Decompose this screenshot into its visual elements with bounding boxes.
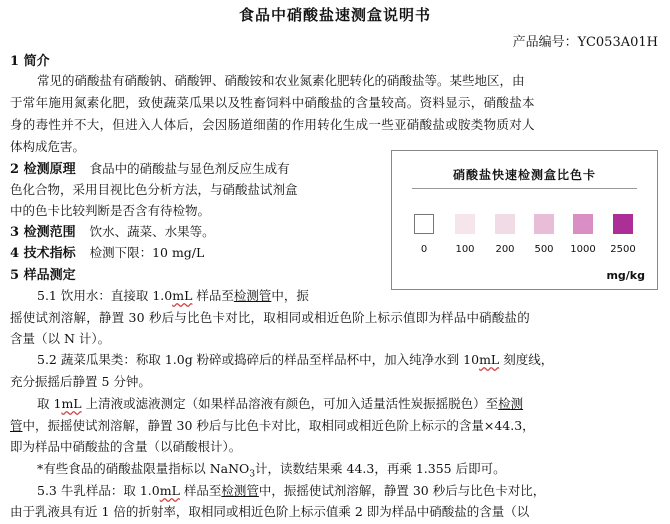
- swatch-1000: [573, 214, 593, 234]
- section-1-line-3: 身的毒性并不大，但进入人体后，会因肠道细菌的作用转化生成一些亚硝酸盐或胺类物质对人: [10, 117, 535, 132]
- section-5-3-line-2: 由于乳液具有近 1 倍的折射率，取相同或相近色阶上标示值乘 2 即为样品中硝酸盐的含量（以: [10, 504, 530, 519]
- section-5-2-text-b: 刻度线，: [499, 352, 554, 367]
- swatch-label-0: 0: [420, 244, 428, 255]
- color-chart-unit: mg/kg: [606, 269, 645, 282]
- swatch-label-2500: 2500: [610, 244, 636, 255]
- section-5-1-tube: 检测管: [233, 288, 272, 303]
- section-5-2b-tube-2: 管: [10, 418, 23, 433]
- section-5-1-text-a: 5.1 饮用水：直接取 1.0: [37, 288, 173, 303]
- swatch-label-100: 100: [455, 244, 475, 255]
- section-3-heading: 3 检测范围: [10, 225, 76, 240]
- section-4-heading: 4 技术指标: [10, 246, 76, 261]
- note-line: [37, 459, 506, 480]
- section-5-2-text-a: 5.2 蔬菜瓜果类：称取 1.0g 粉碎或捣碎后的样品至样品杯中，加入纯净水到 10: [37, 352, 480, 367]
- swatch-label-1000: 1000: [570, 244, 596, 255]
- note-text-b: 计，读数结果乘 44.3，再乘 1.355 后即可。: [255, 461, 506, 476]
- section-1-heading: 1 简介: [10, 54, 50, 69]
- swatch-100: [455, 214, 475, 234]
- section-5-3-line-1: [37, 481, 545, 499]
- color-chart-title: 硝酸盐快速检测盒比色卡: [452, 168, 596, 182]
- section-2-line-3: 中的色卡比较判断是否含有待检物。: [10, 203, 211, 218]
- section-5-1-text-c: 中，振: [271, 288, 309, 303]
- section-4-text: 检测下限：10 mg/L: [89, 245, 205, 260]
- section-5-3-text-b: 样品至: [179, 483, 222, 498]
- section-2-line-1: [10, 158, 290, 177]
- swatch-200: [495, 214, 515, 234]
- section-5-1-line-2: 摇使试剂溶解，静置 30 秒后与比色卡对比，取相同或相近色阶上标示值即为样品中硝酸盐的: [10, 310, 530, 325]
- section-5-2-line-2: 充分振摇后静置 5 分钟。: [10, 374, 151, 389]
- section-5-heading: 5 样品测定: [10, 268, 76, 283]
- swatch-2500: [613, 214, 633, 234]
- section-5-2b-line-3: 即为样品中硝酸盐的含量（以硝酸根计）。: [10, 439, 242, 454]
- section-5-2b-line-1: [37, 394, 523, 412]
- section-2-line-2: 色化合物，采用目视比色分析方法，与硝酸盐试剂盒: [10, 182, 298, 197]
- section-5-3-tube: 检测管: [221, 483, 259, 498]
- swatch-0: [414, 214, 434, 234]
- section-2-text-1: 食品中的硝酸盐与显色剂反应生成有: [89, 161, 290, 176]
- section-5-3-ml: mL: [159, 483, 180, 498]
- color-chart-card: [391, 150, 658, 290]
- section-5-2b-text-b: 上清液或滤液测定（如果样品溶液有颜色，可加入适量活性炭振摇脱色）至: [81, 396, 499, 411]
- note-subscript: 3: [249, 469, 256, 480]
- section-5-2b-line-2: [10, 416, 535, 434]
- section-1-line-4: 体构成危害。: [10, 139, 86, 154]
- section-5-1-line-3: 含量（以 N 计）。: [10, 331, 111, 346]
- section-2-heading: 2 检测原理: [10, 162, 76, 177]
- section-5-2b-text-c: 中，振摇使试剂溶解，静置 30 秒后与比色卡对比，取相同或相近色阶上标示的含量×44.3，: [22, 418, 535, 433]
- document-title: 食品中硝酸盐速测盒说明书: [238, 6, 431, 24]
- swatch-label-200: 200: [495, 244, 515, 255]
- section-5-3-text-a: 5.3 牛乳样品：取 1.0: [37, 483, 160, 498]
- section-5-1-line-1: [37, 286, 309, 304]
- section-5-1-ml: mL: [172, 288, 193, 303]
- section-5-1-text-b: 样品至: [192, 288, 234, 303]
- note-text-a: *有些食品的硝酸盐限量指标以 NaNO: [37, 461, 250, 476]
- section-5-3-text-c: 中，振摇使试剂溶解，静置 30 秒后与比色卡对比，: [258, 483, 546, 498]
- product-code: 产品编号：YC053A01H: [512, 35, 658, 50]
- section-3-line: [10, 221, 215, 240]
- color-chart-divider: [412, 188, 637, 189]
- swatch-label-500: 500: [534, 244, 554, 255]
- section-5-2b-ml: mL: [61, 396, 82, 411]
- section-3-text: 饮水、蔬菜、水果等。: [89, 224, 215, 239]
- section-1-line-2: 于常年施用氮素化肥，致使蔬菜瓜果以及牲畜饲料中硝酸盐的含量较高。资料显示，硝酸盐本: [10, 95, 535, 110]
- section-5-2-ml: mL: [479, 352, 500, 367]
- swatch-500: [534, 214, 554, 234]
- section-5-2-line-1: [37, 350, 553, 368]
- section-5-2b-text-a: 取 1: [37, 396, 62, 411]
- section-4-line: [10, 242, 204, 261]
- section-1-line-1: 常见的硝酸盐有硝酸钠、硝酸钾、硝酸铵和农业氮素化肥转化的硝酸盐等。某些地区，由: [37, 73, 525, 88]
- section-5-2b-tube: 检测: [498, 396, 524, 411]
